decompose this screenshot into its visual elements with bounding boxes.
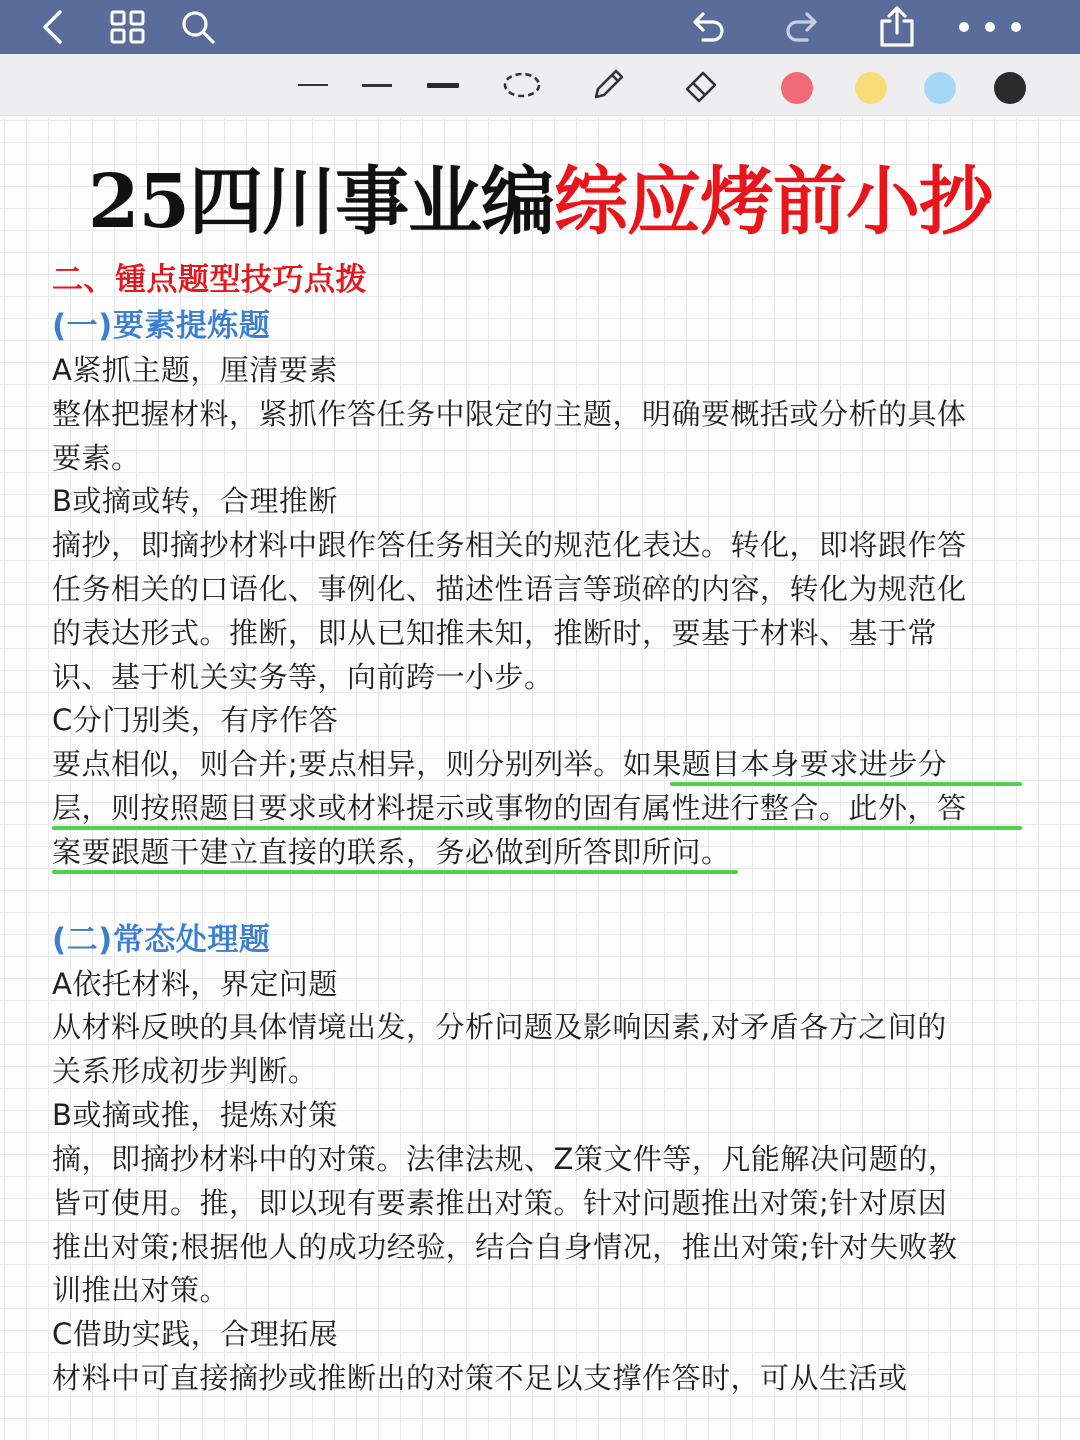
part2-line: 推出对策;根据他人的成功经验，结合自身情况，推出对策;针对失败教 [52,1230,958,1264]
search-icon[interactable] [176,0,220,54]
part1-heading: (一)要素提炼题 [52,308,271,344]
medium-line-pen[interactable] [360,54,394,116]
part2-line: 皆可使用。推，即以现有要素推出对策。针对问题推出对策;针对原因 [52,1186,948,1220]
green-highlight-underline [52,870,738,874]
part2-line: 摘，即摘抄材料中的对策。法律法规、Z策文件等，凡能解决问题的， [52,1142,958,1176]
part1-line: A紧抓主题，厘清要素 [52,353,338,387]
blue-color-swatch[interactable] [924,72,956,104]
drawing-toolbar [0,54,1080,116]
share-icon[interactable] [874,0,920,54]
part1-line: 要点相似，则合并;要点相异，则分别列举。如果题目本身要求进步分 [52,747,948,781]
part1-line: 要素。 [52,441,141,475]
part2-heading: (二)常态处理题 [52,922,271,958]
eraser-icon[interactable] [680,54,724,116]
part2-line: 关系形成初步判断。 [52,1054,318,1088]
part1-line: 的表达形式。推断，即从已知推未知，推断时，要基于材料、基于常 [52,616,938,650]
part2-line: 材料中可直接摘抄或推断出的对策不足以支撑作答时，可从生活或 [52,1361,908,1395]
yellow-color-swatch[interactable] [855,72,887,104]
part1-line: 案要跟题干建立直接的联系，务必做到所答即所问。 [52,835,731,869]
back-icon[interactable] [30,0,76,54]
thick-line-pen[interactable] [424,54,462,116]
grid-icon[interactable] [106,0,150,54]
lasso-icon[interactable] [500,54,544,116]
part2-line: A依托材料，界定问题 [52,967,338,1001]
note-title [0,158,1080,246]
part1-line: 任务相关的口语化、事例化、描述性语言等琐碎的内容，转化为规范化 [52,572,967,606]
title-black-part: 25四川事业编 [88,159,554,245]
redo-icon[interactable] [778,0,824,54]
more-icon[interactable] [950,0,1030,54]
part1-line: 摘抄，即摘抄材料中跟作答任务相关的规范化表达。转化，即将跟作答 [52,528,967,562]
green-highlight-underline [52,826,1022,830]
part2-line: 训推出对策。 [52,1273,230,1307]
section-heading: 二、锺点题型技巧点拨 [52,262,367,298]
part2-line: 从材料反映的具体情境出发，分析问题及影响因素,对矛盾各方之间的 [52,1010,947,1044]
green-highlight-underline [670,782,1022,786]
part1-line: 识、基于机关实务等，向前跨一小步。 [52,660,554,694]
part2-line: C借助实践，合理拓展 [52,1317,339,1351]
thin-line-pen[interactable] [296,54,330,116]
part2-line: B或摘或推，提炼对策 [52,1098,338,1132]
part1-line: B或摘或转，合理推断 [52,484,338,518]
pencil-icon[interactable] [586,54,630,116]
black-color-swatch[interactable] [994,72,1026,104]
part1-line: 整体把握材料，紧抓作答任务中限定的主题，明确要概括或分析的具体 [52,397,967,431]
part1-line: 层，则按照题目要求或材料提示或事物的固有属性进行整合。此外，答 [52,791,967,825]
top-navigation-bar [0,0,1080,54]
title-red-part: 综应烤前小抄 [553,159,992,245]
undo-icon[interactable] [686,0,732,54]
part1-line: C分门别类，有序作答 [52,703,339,737]
red-color-swatch[interactable] [781,72,813,104]
